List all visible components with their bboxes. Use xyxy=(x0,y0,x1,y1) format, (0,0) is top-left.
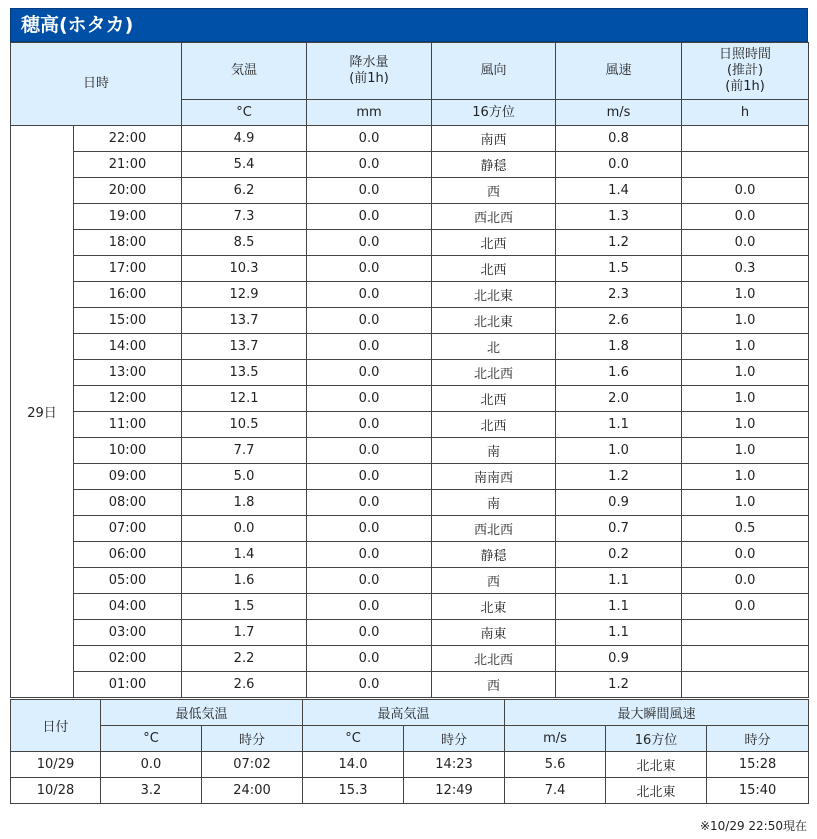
wind-speed-cell: 1.0 xyxy=(556,438,682,464)
wind-dir-cell: 静穏 xyxy=(432,542,556,568)
hourly-row xyxy=(11,464,809,490)
temp-cell: 2.2 xyxy=(182,646,307,672)
wind-dir-cell: 北西 xyxy=(432,256,556,282)
precip-cell: 0.0 xyxy=(307,412,432,438)
hourly-row xyxy=(11,412,809,438)
wind-dir-cell: 西 xyxy=(432,178,556,204)
precip-cell: 0.0 xyxy=(307,620,432,646)
sunshine-header xyxy=(682,43,809,100)
precip-cell: 0.0 xyxy=(307,282,432,308)
temp-cell: 1.6 xyxy=(182,568,307,594)
sunshine-cell: 1.0 xyxy=(682,464,809,490)
max-temp-unit: °C xyxy=(303,726,404,752)
sunshine-cell: 0.3 xyxy=(682,256,809,282)
wind-speed-cell: 1.6 xyxy=(556,360,682,386)
max-temp-cell: 15.3 xyxy=(303,778,404,804)
temp-cell: 13.5 xyxy=(182,360,307,386)
time-cell: 18:00 xyxy=(74,230,182,256)
wind-speed-cell: 1.1 xyxy=(556,620,682,646)
sunshine-header-line: (推計) xyxy=(726,63,764,78)
precip-cell: 0.0 xyxy=(307,568,432,594)
sunshine-header-line: 日照時間 xyxy=(719,47,772,62)
temp-cell: 12.1 xyxy=(182,386,307,412)
wind-speed-unit: m/s xyxy=(556,100,682,126)
hourly-row xyxy=(11,308,809,334)
precip-cell: 0.0 xyxy=(307,542,432,568)
gust-time-cell: 15:28 xyxy=(707,752,809,778)
gust-unit: m/s xyxy=(505,726,606,752)
time-cell: 19:00 xyxy=(74,204,182,230)
wind-speed-cell: 2.0 xyxy=(556,386,682,412)
sunshine-cell xyxy=(682,646,809,672)
hourly-row xyxy=(11,334,809,360)
min-temp-cell: 0.0 xyxy=(101,752,202,778)
wind-speed-cell: 1.5 xyxy=(556,256,682,282)
wind-speed-cell: 0.9 xyxy=(556,646,682,672)
precip-cell: 0.0 xyxy=(307,464,432,490)
wind-dir-header: 風向 xyxy=(432,43,556,100)
precip-cell: 0.0 xyxy=(307,516,432,542)
precip-cell: 0.0 xyxy=(307,204,432,230)
wind-dir-cell: 南南西 xyxy=(432,464,556,490)
time-cell: 15:00 xyxy=(74,308,182,334)
datetime-header: 日時 xyxy=(11,43,182,126)
sunshine-cell: 0.5 xyxy=(682,516,809,542)
temp-cell: 5.4 xyxy=(182,152,307,178)
temp-cell: 1.8 xyxy=(182,490,307,516)
min-temp-time-cell: 24:00 xyxy=(202,778,303,804)
precip-header-line: (前1h) xyxy=(349,71,389,86)
precip-header xyxy=(307,43,432,100)
hourly-row xyxy=(11,542,809,568)
wind-dir-cell: 南西 xyxy=(432,126,556,152)
sunshine-cell: 1.0 xyxy=(682,438,809,464)
hourly-row xyxy=(11,568,809,594)
hourly-row xyxy=(11,126,809,152)
time-cell: 20:00 xyxy=(74,178,182,204)
wind-dir-cell: 北北西 xyxy=(432,360,556,386)
precip-cell: 0.0 xyxy=(307,126,432,152)
wind-speed-cell: 1.1 xyxy=(556,594,682,620)
wind-dir-cell: 北北東 xyxy=(432,282,556,308)
wind-speed-cell: 1.2 xyxy=(556,464,682,490)
wind-speed-cell: 2.3 xyxy=(556,282,682,308)
wind-speed-cell: 0.0 xyxy=(556,152,682,178)
precip-cell: 0.0 xyxy=(307,438,432,464)
temp-cell: 12.9 xyxy=(182,282,307,308)
hourly-row xyxy=(11,594,809,620)
wind-speed-cell: 1.4 xyxy=(556,178,682,204)
min-temp-cell: 3.2 xyxy=(101,778,202,804)
max-temp-header: 最高気温 xyxy=(303,700,505,726)
max-temp-time-cell: 14:23 xyxy=(404,752,505,778)
time-cell: 09:00 xyxy=(74,464,182,490)
wind-speed-cell: 0.7 xyxy=(556,516,682,542)
hourly-row xyxy=(11,230,809,256)
precip-cell: 0.0 xyxy=(307,178,432,204)
temp-cell: 1.5 xyxy=(182,594,307,620)
gust-dir-cell: 北北東 xyxy=(606,752,707,778)
precip-cell: 0.0 xyxy=(307,308,432,334)
sunshine-cell: 1.0 xyxy=(682,490,809,516)
daily-body xyxy=(11,752,809,804)
date-header: 日付 xyxy=(11,700,101,752)
date-cell: 10/28 xyxy=(11,778,101,804)
precip-cell: 0.0 xyxy=(307,334,432,360)
time-cell: 04:00 xyxy=(74,594,182,620)
wind-speed-cell: 1.2 xyxy=(556,672,682,698)
temp-cell: 10.5 xyxy=(182,412,307,438)
sunshine-cell: 0.0 xyxy=(682,178,809,204)
wind-dir-cell: 静穏 xyxy=(432,152,556,178)
time-cell: 03:00 xyxy=(74,620,182,646)
sunshine-cell: 0.0 xyxy=(682,230,809,256)
hourly-row xyxy=(11,204,809,230)
wind-speed-cell: 0.9 xyxy=(556,490,682,516)
hourly-body xyxy=(11,126,809,698)
hourly-row xyxy=(11,256,809,282)
gust-time-cell: 15:40 xyxy=(707,778,809,804)
hourly-row xyxy=(11,282,809,308)
temp-cell: 13.7 xyxy=(182,334,307,360)
temp-cell: 6.2 xyxy=(182,178,307,204)
wind-speed-cell: 1.1 xyxy=(556,568,682,594)
min-temp-unit: °C xyxy=(101,726,202,752)
max-temp-time-header: 時分 xyxy=(404,726,505,752)
precip-cell: 0.0 xyxy=(307,230,432,256)
precip-cell: 0.0 xyxy=(307,152,432,178)
daily-row xyxy=(11,752,809,778)
wind-dir-unit: 16方位 xyxy=(432,100,556,126)
wind-dir-cell: 北北西 xyxy=(432,646,556,672)
wind-speed-header: 風速 xyxy=(556,43,682,100)
time-cell: 22:00 xyxy=(74,126,182,152)
wind-dir-cell: 北西 xyxy=(432,230,556,256)
hourly-row xyxy=(11,438,809,464)
precip-cell: 0.0 xyxy=(307,360,432,386)
precip-header-line: 降水量 xyxy=(349,55,389,70)
wind-dir-cell: 西 xyxy=(432,672,556,698)
page-title: 穂高(ホタカ) xyxy=(10,8,808,42)
sunshine-cell: 1.0 xyxy=(682,334,809,360)
wind-dir-cell: 南 xyxy=(432,490,556,516)
sunshine-cell xyxy=(682,620,809,646)
temp-cell: 13.7 xyxy=(182,308,307,334)
gust-dir-header: 16方位 xyxy=(606,726,707,752)
sunshine-cell xyxy=(682,152,809,178)
min-temp-time-header: 時分 xyxy=(202,726,303,752)
sunshine-cell: 1.0 xyxy=(682,282,809,308)
wind-dir-cell: 北北東 xyxy=(432,308,556,334)
hourly-row xyxy=(11,178,809,204)
gust-cell: 7.4 xyxy=(505,778,606,804)
day-cell: 29日 xyxy=(11,126,74,698)
time-cell: 05:00 xyxy=(74,568,182,594)
sunshine-cell xyxy=(682,672,809,698)
wind-dir-cell: 北東 xyxy=(432,594,556,620)
hourly-row xyxy=(11,490,809,516)
sunshine-cell: 0.0 xyxy=(682,594,809,620)
sunshine-cell: 0.0 xyxy=(682,542,809,568)
time-cell: 06:00 xyxy=(74,542,182,568)
max-temp-time-cell: 12:49 xyxy=(404,778,505,804)
wind-dir-cell: 北西 xyxy=(432,412,556,438)
hourly-row xyxy=(11,516,809,542)
wind-speed-cell: 1.2 xyxy=(556,230,682,256)
temp-cell: 0.0 xyxy=(182,516,307,542)
temp-unit: °C xyxy=(182,100,307,126)
hourly-row xyxy=(11,360,809,386)
wind-speed-cell: 1.3 xyxy=(556,204,682,230)
wind-dir-cell: 西北西 xyxy=(432,204,556,230)
temp-cell: 10.3 xyxy=(182,256,307,282)
wind-dir-cell: 南東 xyxy=(432,620,556,646)
sunshine-cell: 0.0 xyxy=(682,568,809,594)
hourly-row xyxy=(11,152,809,178)
time-cell: 14:00 xyxy=(74,334,182,360)
wind-dir-cell: 西 xyxy=(432,568,556,594)
gust-time-header: 時分 xyxy=(707,726,809,752)
wind-speed-cell: 0.8 xyxy=(556,126,682,152)
time-cell: 17:00 xyxy=(74,256,182,282)
temp-header: 気温 xyxy=(182,43,307,100)
wind-dir-cell: 西北西 xyxy=(432,516,556,542)
wind-speed-cell: 1.8 xyxy=(556,334,682,360)
precip-cell: 0.0 xyxy=(307,646,432,672)
temp-cell: 2.6 xyxy=(182,672,307,698)
max-gust-header: 最大瞬間風速 xyxy=(505,700,809,726)
hourly-row xyxy=(11,386,809,412)
time-cell: 12:00 xyxy=(74,386,182,412)
temp-cell: 7.3 xyxy=(182,204,307,230)
date-cell: 10/29 xyxy=(11,752,101,778)
time-cell: 10:00 xyxy=(74,438,182,464)
precip-cell: 0.0 xyxy=(307,256,432,282)
sunshine-header-line: (前1h) xyxy=(725,79,765,94)
precip-unit: mm xyxy=(307,100,432,126)
hourly-table xyxy=(10,42,809,698)
precip-cell: 0.0 xyxy=(307,386,432,412)
min-temp-time-cell: 07:02 xyxy=(202,752,303,778)
wind-dir-cell: 北 xyxy=(432,334,556,360)
hourly-row xyxy=(11,646,809,672)
wind-speed-cell: 2.6 xyxy=(556,308,682,334)
temp-cell: 5.0 xyxy=(182,464,307,490)
temp-cell: 8.5 xyxy=(182,230,307,256)
timestamp-note: ※10/29 22:50現在 xyxy=(699,819,807,833)
sunshine-cell xyxy=(682,126,809,152)
time-cell: 08:00 xyxy=(74,490,182,516)
hourly-row xyxy=(11,672,809,698)
max-temp-cell: 14.0 xyxy=(303,752,404,778)
temp-cell: 1.4 xyxy=(182,542,307,568)
time-cell: 13:00 xyxy=(74,360,182,386)
time-cell: 11:00 xyxy=(74,412,182,438)
time-cell: 21:00 xyxy=(74,152,182,178)
temp-cell: 7.7 xyxy=(182,438,307,464)
sunshine-cell: 1.0 xyxy=(682,308,809,334)
time-cell: 02:00 xyxy=(74,646,182,672)
precip-cell: 0.0 xyxy=(307,594,432,620)
wind-speed-cell: 1.1 xyxy=(556,412,682,438)
precip-cell: 0.0 xyxy=(307,490,432,516)
precip-cell: 0.0 xyxy=(307,672,432,698)
wind-dir-cell: 北西 xyxy=(432,386,556,412)
gust-dir-cell: 北北東 xyxy=(606,778,707,804)
gust-cell: 5.6 xyxy=(505,752,606,778)
min-temp-header: 最低気温 xyxy=(101,700,303,726)
hourly-row xyxy=(11,620,809,646)
daily-row xyxy=(11,778,809,804)
sunshine-cell: 1.0 xyxy=(682,386,809,412)
temp-cell: 4.9 xyxy=(182,126,307,152)
sunshine-unit: h xyxy=(682,100,809,126)
wind-speed-cell: 0.2 xyxy=(556,542,682,568)
wind-dir-cell: 南 xyxy=(432,438,556,464)
daily-table xyxy=(10,699,809,804)
sunshine-cell: 1.0 xyxy=(682,412,809,438)
time-cell: 07:00 xyxy=(74,516,182,542)
sunshine-cell: 1.0 xyxy=(682,360,809,386)
temp-cell: 1.7 xyxy=(182,620,307,646)
time-cell: 16:00 xyxy=(74,282,182,308)
time-cell: 01:00 xyxy=(74,672,182,698)
sunshine-cell: 0.0 xyxy=(682,204,809,230)
